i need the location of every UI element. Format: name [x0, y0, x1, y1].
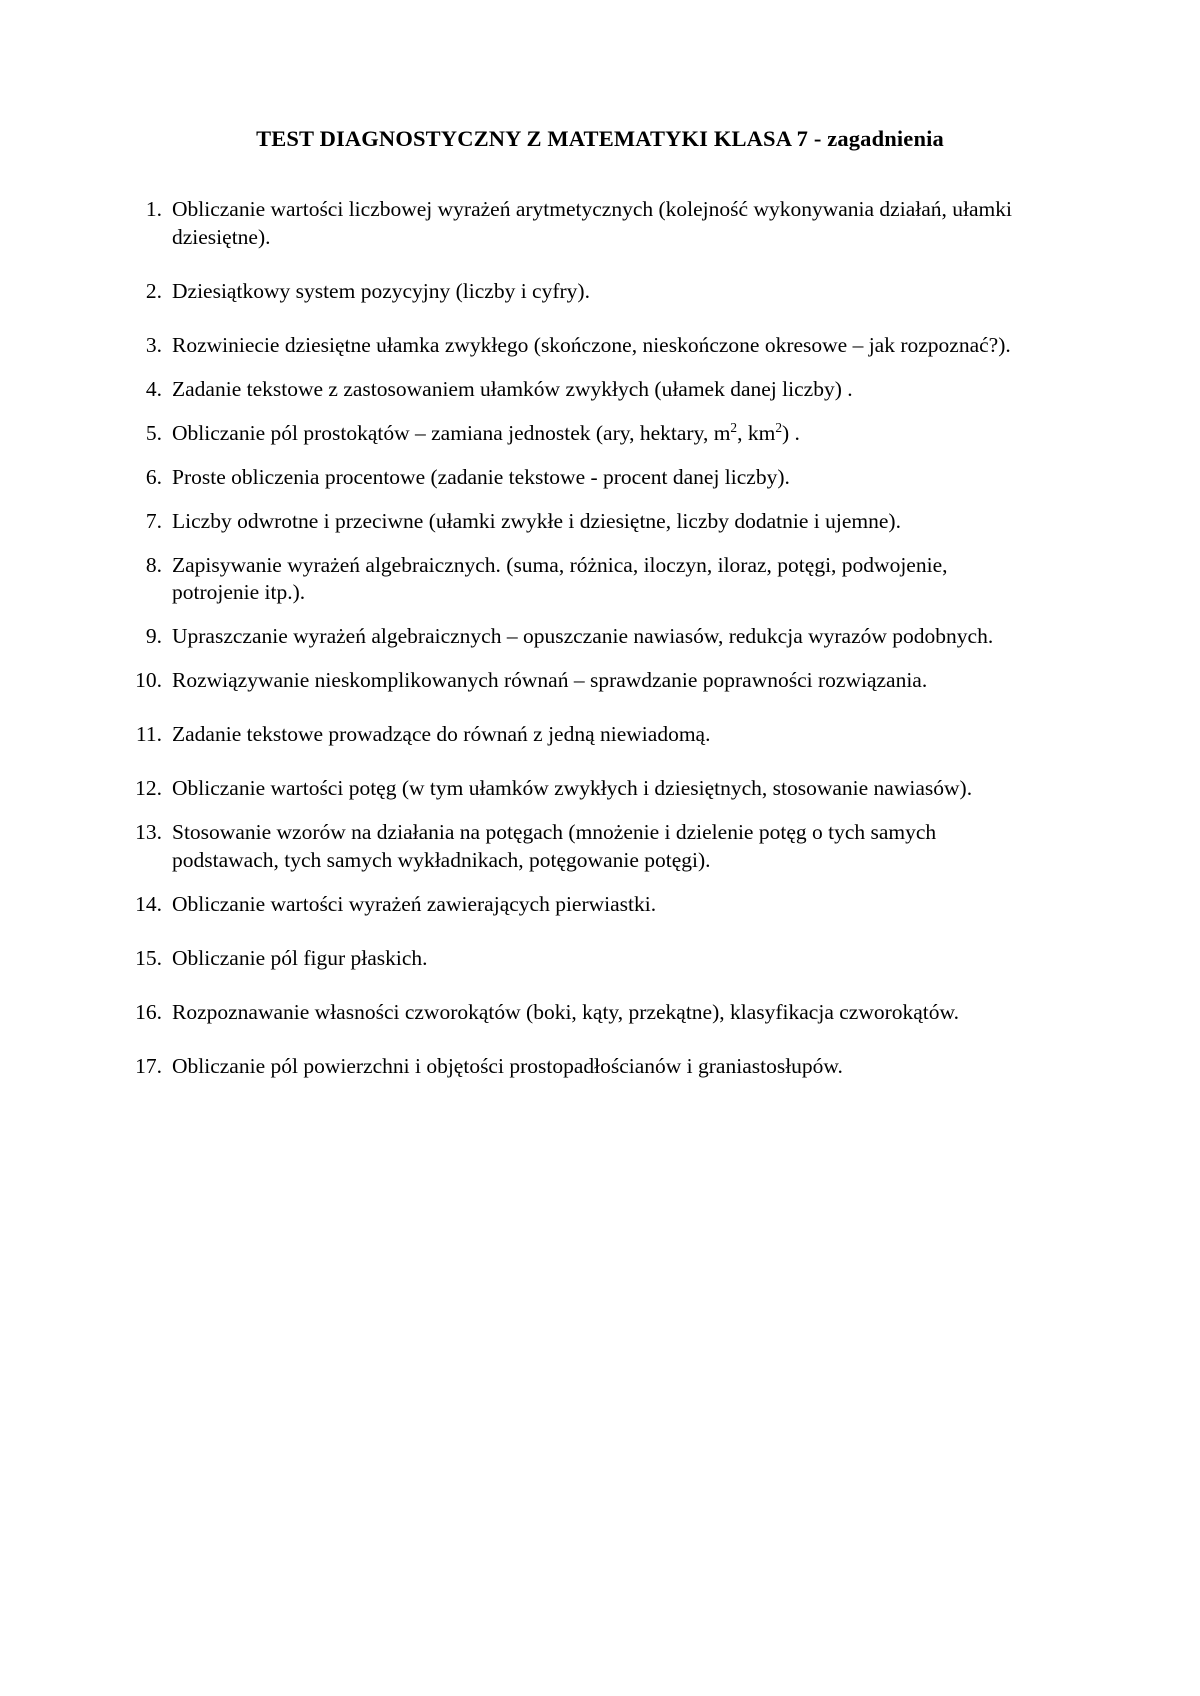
list-item-text: Obliczanie pól figur płaskich. — [172, 945, 428, 970]
topics-list — [120, 196, 1020, 1107]
list-item-text — [170, 420, 1020, 448]
list-item-number: 6. — [145, 464, 162, 489]
list-item — [120, 721, 1020, 749]
list-item-text: Obliczanie wartości wyrażeń zawierających pierwiastki. — [172, 892, 657, 916]
list-item-number: 12. — [135, 776, 162, 801]
list-item-text: Zapisywanie wyrażeń algebraicznych. (suma, różnica, iloczyn, iloraz, potęgi, podwojenie, potrojenie itp.). — [172, 552, 948, 605]
list-item — [120, 945, 1020, 973]
list-item — [120, 623, 1020, 651]
list-item — [120, 420, 1020, 448]
list-item — [120, 552, 1020, 608]
list-item-text: Stosowanie wzorów na działania na potęgach (mnożenie i dzielenie potęg o tych samych podstawach, tych samych wykładnikach, potęgowanie potęgi). — [172, 820, 937, 873]
list-item-number: 8. — [145, 552, 162, 577]
list-item-text: Rozpoznawanie własności czworokątów (boki, kąty, przekątne), klasyfikacja czworokątów. — [172, 999, 960, 1024]
list-item-number: 5. — [145, 420, 162, 445]
list-item — [120, 376, 1020, 404]
list-item-number: 16. — [135, 999, 162, 1024]
list-item — [120, 819, 1020, 875]
list-item — [120, 1053, 1020, 1081]
list-item-number: 9. — [145, 624, 162, 649]
list-item-text: Liczby odwrotne i przeciwne (ułamki zwykłe i dziesiętne, liczby dodatnie i ujemne). — [172, 508, 901, 533]
superscript-exponent: 2 — [730, 419, 738, 435]
list-item-number: 13. — [135, 820, 162, 845]
list-item — [120, 891, 1020, 919]
list-item-text: Dziesiątkowy system pozycyjny (liczby i cyfry). — [172, 278, 590, 303]
list-item-text: Obliczanie wartości potęg (w tym ułamków zwykłych i dziesiętnych, stosowanie nawiasów). — [172, 776, 973, 801]
list-item-text: Rozwiązywanie nieskomplikowanych równań – sprawdzanie poprawności rozwiązania. — [172, 668, 928, 693]
list-item-text: Proste obliczenia procentowe (zadanie tekstowe - procent danej liczby). — [172, 464, 790, 489]
list-item-text-mid: , km — [737, 420, 776, 445]
list-item — [120, 667, 1020, 695]
list-item-number: 10. — [135, 668, 162, 693]
list-item-number: 2. — [145, 278, 162, 303]
list-item — [120, 278, 1020, 306]
list-item-number: 3. — [145, 332, 162, 357]
list-item-number: 15. — [135, 945, 162, 970]
list-item-number: 4. — [145, 376, 162, 401]
list-item-text: Zadanie tekstowe z zastosowaniem ułamków zwykłych (ułamek danej liczby) . — [172, 376, 853, 401]
list-item — [120, 508, 1020, 536]
list-item — [120, 196, 1020, 252]
list-item-number: 17. — [135, 1053, 162, 1078]
list-item-text: Zadanie tekstowe prowadzące do równań z jedną niewiadomą. — [172, 722, 711, 747]
list-item-text-pre: Obliczanie pól prostokątów – zamiana jednostek (ary, hektary, m — [172, 420, 731, 445]
list-item-text: Obliczanie pól powierzchni i objętości prostopadłościanów i graniastosłupów. — [172, 1053, 843, 1078]
list-item-text: Upraszczanie wyrażeń algebraicznych – opuszczanie nawiasów, redukcja wyrazów podobnych. — [172, 624, 994, 649]
superscript-exponent: 2 — [775, 419, 782, 435]
page-title: TEST DIAGNOSTYCZNY Z MATEMATYKI KLASA 7 - zagadnienia — [256, 126, 944, 151]
list-item-text: Obliczanie wartości liczbowej wyrażeń arytmetycznych (kolejność wykonywania działań, ułamki dziesiętne). — [172, 197, 1012, 249]
list-item-number: 7. — [145, 508, 162, 533]
list-item-text: Rozwiniecie dziesiętne ułamka zwykłego (skończone, nieskończone okresowe – jak rozpoznać?). — [172, 332, 1011, 357]
list-item-number: 11. — [135, 722, 162, 747]
list-item — [120, 332, 1020, 360]
list-item-text-post: ) . — [782, 420, 800, 445]
list-item — [120, 775, 1020, 803]
list-item — [120, 464, 1020, 492]
list-item-number: 1. — [145, 197, 162, 221]
list-item — [120, 999, 1020, 1027]
list-item-number: 14. — [135, 892, 162, 916]
